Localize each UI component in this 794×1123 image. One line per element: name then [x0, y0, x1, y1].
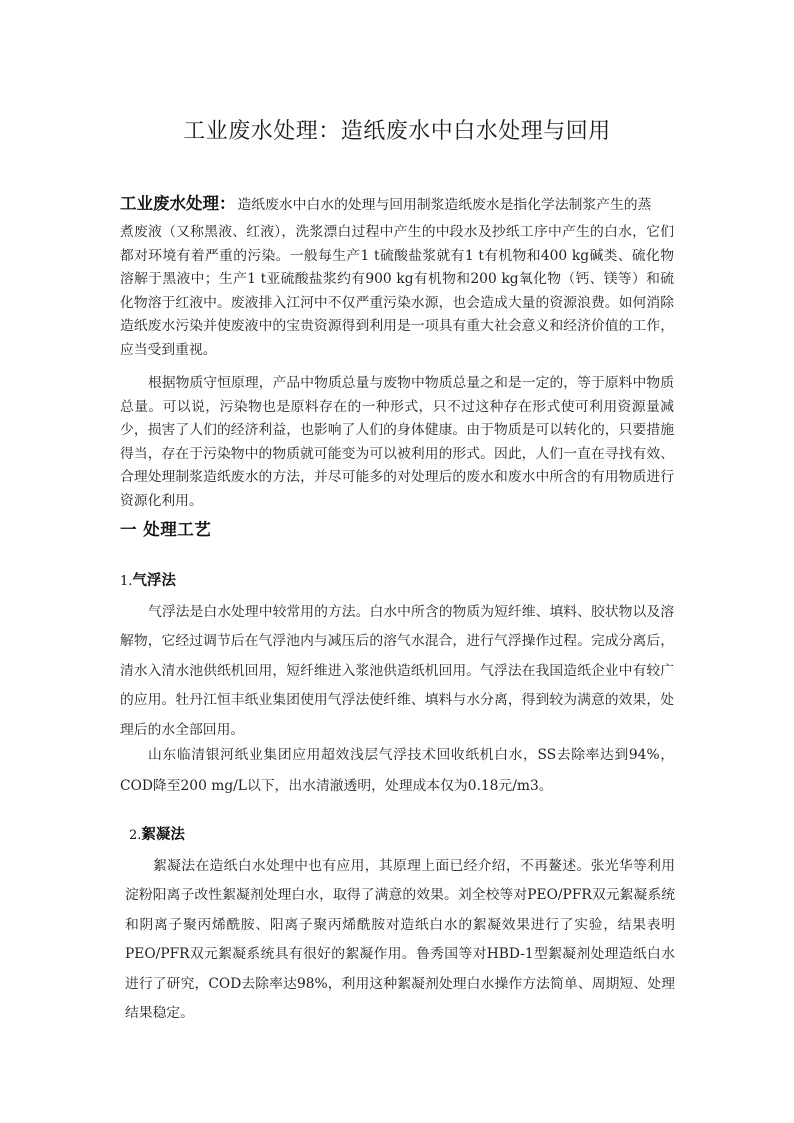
intro-paragraph [120, 188, 674, 363]
subheading-flotation [120, 570, 176, 593]
intro-lead-label: 工业废水处理： [120, 194, 236, 213]
intro-first-text: 造纸废水中白水的处理与回用制浆造纸废水是指化学法制浆产生的蒸 [237, 197, 652, 213]
subheading-label: 絮凝法 [141, 826, 185, 843]
subheading-flocculation [129, 824, 185, 847]
flotation-paragraph: 气浮法是白水处理中较常用的方法。白水中所含的物质为短纤维、填料、胶状物以及溶解物，它经过调节后在气浮池内与减压后的溶气水混合，进行气浮操作过程。完成分离后，清水入清水池供纸机回用，短纤维进入浆池供造纸机回用。气浮法在我国造纸企业中有较广的应用。牡丹江恒丰纸业集团使用气浮法使纤维、填料与水分离，得到较为满意的效果，处理后的水全部回用。 [120, 604, 674, 738]
section-heading-process: 一 处理工艺 [120, 520, 212, 539]
flotation-example-paragraph: 山东临清银河纸业集团应用超效浅层气浮技术回收纸机白水，SS去除率达到94%，COD降至200 mg/L以下，出水清澈透明，处理成本仅为0.18元/m3。 [120, 747, 674, 794]
document-title: 工业废水处理：造纸废水中白水处理与回用 [183, 118, 611, 144]
conservation-paragraph: 根据物质守恒原理，产品中物质总量与废物中物质总量之和是一定的，等于原料中物质总量。可以说，污染物也是原料存在的一种形式，只不过这种存在形式使可利用资源量减少，损害了人们的经济利益，也影响了人们的身体健康。由于物质是可以转化的，只要措施得当，存在于污染物中的物质就可能变为可以被利用的形式。因此，人们一直在寻找有效、合理处理制浆造纸废水的方法，并尽可能多的对处理后的废水和废水中所含的有用物质进行资源化利用。 [120, 375, 674, 509]
intro-rest-text: 煮废液（又称黑液、红液），洗浆漂白过程中产生的中段水及抄纸工序中产生的白水，它们都对环境有着严重的污染。一般每生产1 t硫酸盐浆就有1 t有机物和400 kg碱类、硫化物溶解于黑液中；生产1 t亚硫酸盐浆约有900 kg有机物和200 kg氧化物（钙、镁等）和硫化物溶于红液中。废液排入江河中不仅严重污染水源，也会造成大量的资源浪费。如何消除造纸废水污染并使废液中的宝贵资源得到利用是一项具有重大社会意义和经济价值的工作，应当受到重视。 [120, 224, 674, 358]
flocculation-paragraph: 絮凝法在造纸白水处理中也有应用，其原理上面已经介绍，不再鳌述。张光华等利用淀粉阳离子改性絮凝剂处理白水，取得了满意的效果。刘全校等对PEO/PFR双元絮凝系统和阴离子聚丙烯酰胺、阳离子聚丙烯酰胺对造纸白水的絮凝效果进行了实验，结果表明PEO/PFR双元絮凝系统具有很好的絮凝作用。鲁秀国等对HBD-1型絮凝剂处理造纸白水进行了研究，COD去除率达98%，利用这种絮凝剂处理白水操作方法简单、周期短、处理结果稳定。 [125, 858, 675, 1022]
subheading-number: 2. [129, 828, 142, 843]
subheading-label: 气浮法 [132, 572, 176, 589]
intro-first-line [120, 194, 652, 213]
subheading-number: 1. [120, 574, 133, 589]
